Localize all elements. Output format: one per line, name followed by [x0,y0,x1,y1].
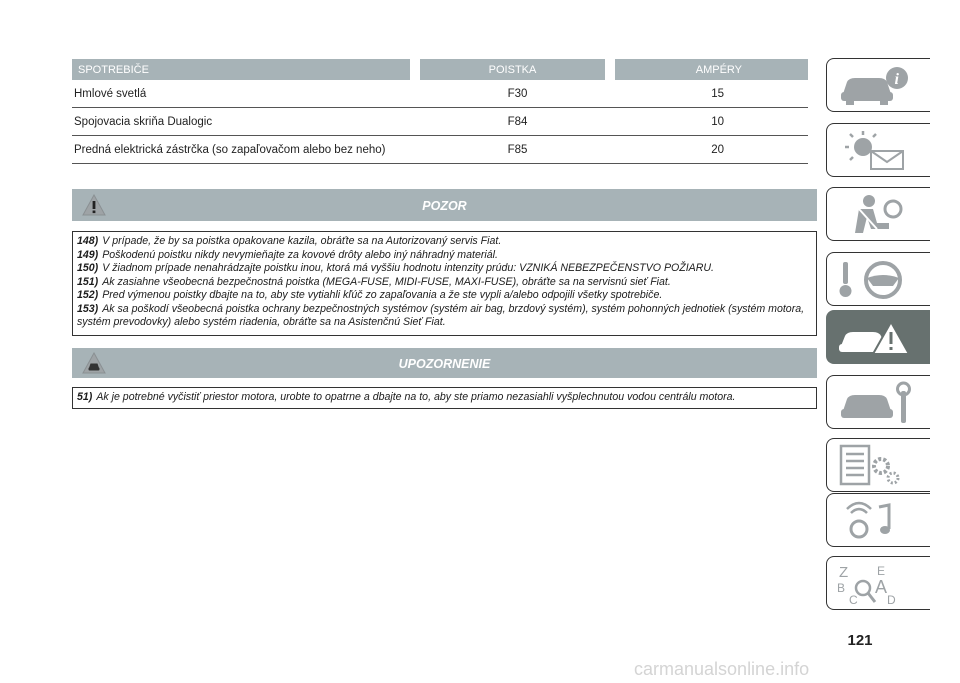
warning-item: 153) Ak sa poškodí všeobecná poistka ochrany bezpečnostných systémov (systém air bag, brzdový systém), systém pohonných jednotiek (systém motora, systém prevodovky) alebo systém riadenia, obráťte sa na Asistenčnú Sieť Fiat. [77,302,805,328]
warning-body [72,231,817,336]
caution-body [72,387,817,409]
svg-text:B: B [837,581,846,595]
tab-index[interactable] [826,556,930,610]
table-header [72,59,808,80]
tab-starting-driving[interactable] [826,252,930,306]
svg-text:E: E [877,564,886,578]
header-fuse: POISTKA [420,59,605,80]
spec-list-gears-icon [837,444,921,488]
caution-title: UPOZORNENIE [398,357,491,371]
fuse-cell: F85 [507,143,528,156]
warning-lights-mail-icon [837,129,921,173]
fuse-table [72,59,808,164]
amps-cell: 10 [711,115,724,128]
warning-item: 152) Pred výmenou poistky dbajte na to, aby ste vytiahli kľúč zo zapaľovania a že ste vypli a/alebo odpojili všetky spotrebiče. [77,289,663,301]
tab-maintenance[interactable] [826,375,930,429]
fuse-cell: F30 [507,87,528,100]
warning-item: 148) V prípade, že by sa poistka opakovane kazila, obráťte sa na Autorizovaný servis Fiat. [77,235,502,247]
header-amperes: AMPÉRY [615,59,808,80]
svg-text:C: C [849,593,858,606]
header-consumers: SPOTREBIČE [72,59,410,80]
key-steering-wheel-icon [837,258,921,302]
table-row [72,80,808,108]
consumer-cell: Predná elektrická zástrčka (so zapaľovačom alebo bez neho) [74,143,386,156]
table-row [72,108,808,136]
warning-item: 150) V žiadnom prípade nenahrádzajte poistku inou, ktorá má vyššiu hodnotu intenzity prúdu: VZNIKÁ NEBEZPEČENSTVO POŽIARU. [77,262,714,274]
fuse-cell: F84 [507,115,528,128]
seat-airbag-icon [837,193,921,237]
tab-safety[interactable] [826,187,930,241]
caution-item: 51) Ak je potrebné vyčistiť priestor motora, urobte to opatrne a dbajte na to, aby ste priamo nezasiahli vyšplechnutou vodou centrálu motora. [77,391,736,403]
watermark: carmanualsonline.info [634,659,810,679]
page-number: 121 [847,632,873,649]
svg-text:A: A [875,577,888,597]
media-music-icon [837,499,921,543]
svg-text:D: D [887,593,896,606]
amps-cell: 20 [711,143,724,156]
tab-emergency[interactable] [826,310,930,364]
tab-car-info[interactable] [826,58,930,112]
warning-item: 149) Poškodenú poistku nikdy nevymieňajte za kovové drôty alebo iný náhradný materiál. [77,248,498,261]
consumer-cell: Hmlové svetlá [74,87,147,100]
warning-title: POZOR [422,199,467,213]
tab-warning-lights[interactable] [826,123,930,177]
car-wrench-icon [837,381,921,425]
amps-cell: 15 [711,87,724,100]
car-emergency-icon [837,316,921,360]
svg-text:Z: Z [839,564,849,581]
car-info-icon [837,64,921,108]
alphabet-index-icon [837,562,921,606]
consumer-cell: Spojovacia skriňa Dualogic [74,115,213,128]
caution-header [72,348,817,378]
svg-text:i: i [894,71,899,88]
warning-header [72,189,817,221]
table-row [72,136,808,164]
tab-multimedia[interactable] [826,493,930,547]
tab-technical-data[interactable] [826,438,930,492]
warning-item: 151) Ak zasiahne všeobecná bezpečnostná poistka (MEGA-FUSE, MIDI-FUSE, MAXI-FUSE), obráťte sa na servisnú sieť Fiat. [77,275,671,288]
